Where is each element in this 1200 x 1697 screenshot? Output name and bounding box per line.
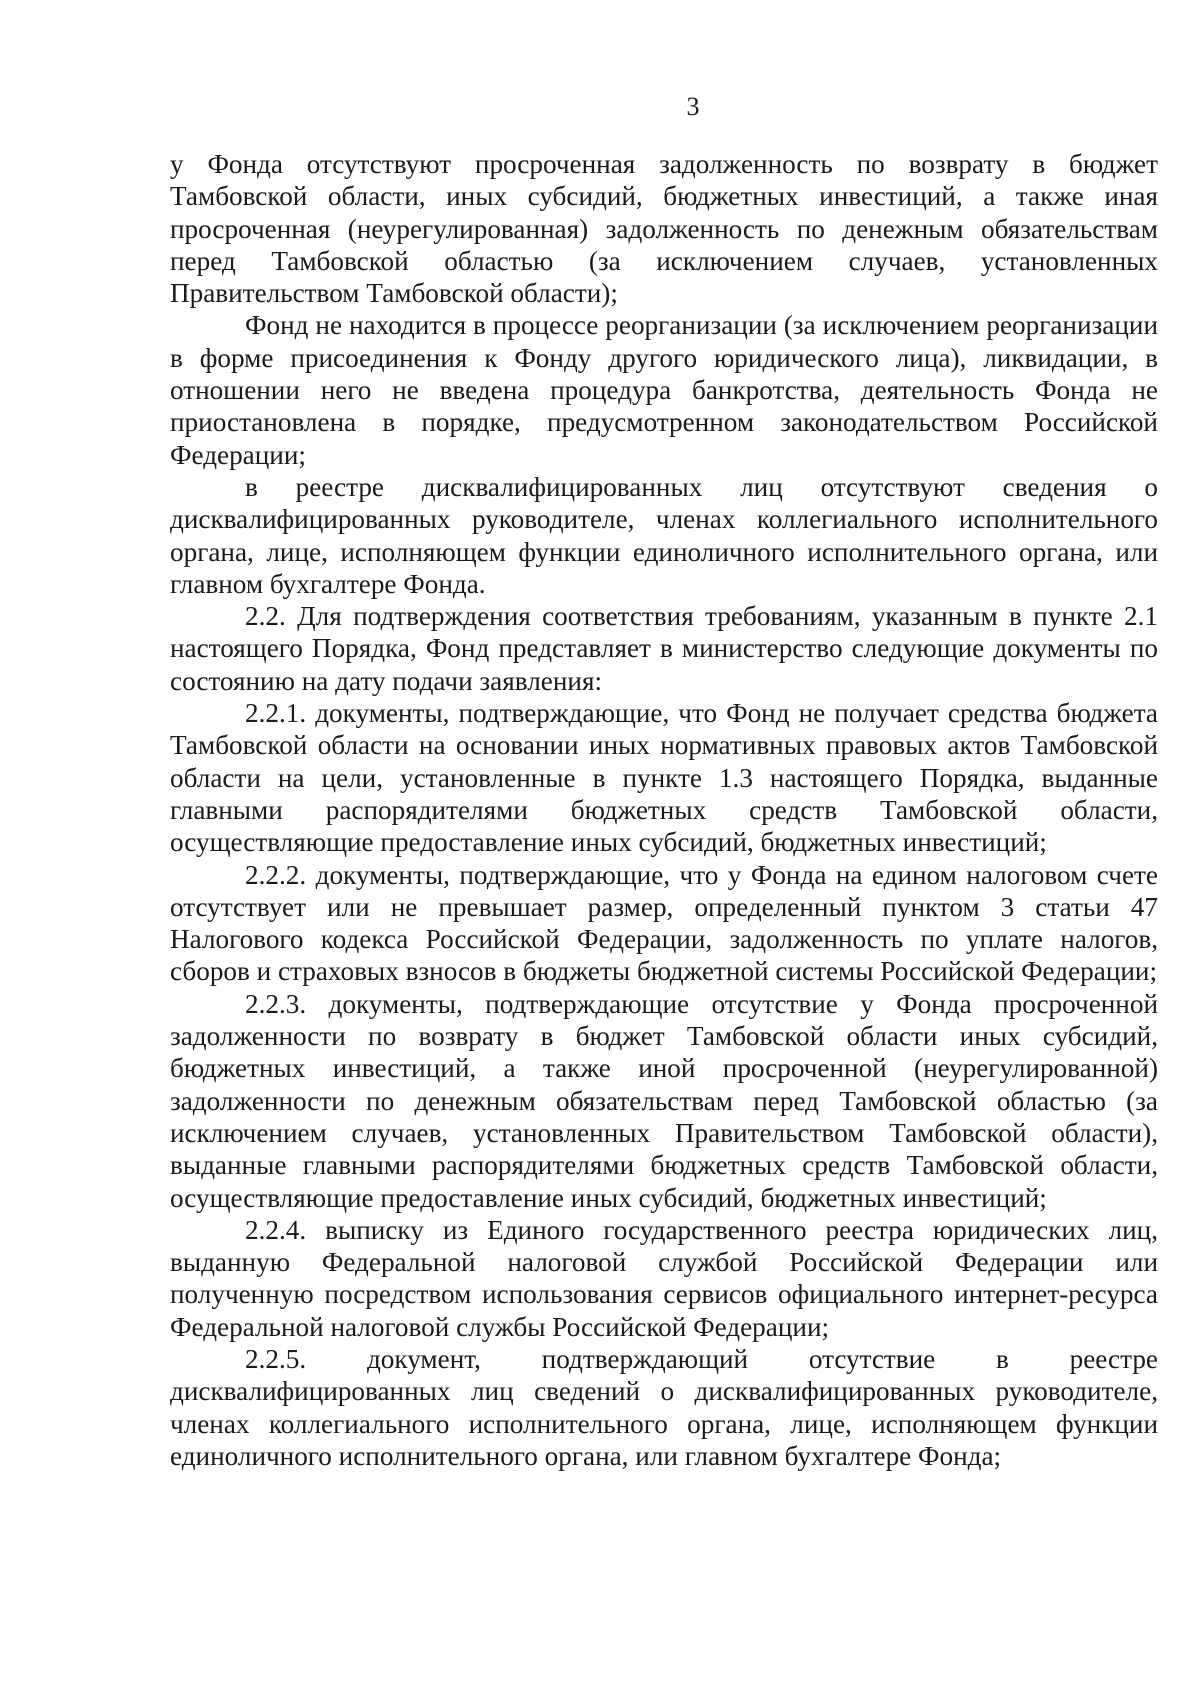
page-number: 3 [686, 92, 700, 121]
paragraph-section-2-2-1: 2.2.1. документы, подтверждающие, что Фонд не получает средства бюджета Тамбовской области на основании иных нормативных правовых актов Тамбовской области на цели, установленные в пункте 1.3 настоящего Порядка, выданные главными распорядителями бюджетных средств Тамбовской области, осуществляющие предоставление иных субсидий, бюджетных инвестиций; [170, 698, 1158, 858]
paragraph-section-2-2-4: 2.2.4. выписку из Единого государственного реестра юридических лиц, выданную Федеральной налоговой службой Российской Федерации или полученную посредством использования сервисов официального интернет-ресурса Федеральной налоговой службы Российской Федерации; [170, 1214, 1158, 1342]
paragraph-no-reorganization: Фонд не находится в процессе реорганизации (за исключением реорганизации в форме присоединения к Фонду другого юридического лица), ликвидации, в отношении него не введена процедура банкротства, деятельность Фонда не приостановлена в порядке, предусмотренном законодательством Российской Федерации; [170, 310, 1158, 470]
paragraph-section-2-2-5: 2.2.5. документ, подтверждающий отсутствие в реестре дисквалифицированных лиц сведений о дисквалифицированных руководителе, членах коллегиального исполнительного органа, лице, исполняющем функции единоличного исполнительного органа, или главном бухгалтере Фонда; [170, 1343, 1158, 1471]
paragraph-fund-no-debt: у Фонда отсутствуют просроченная задолженность по возврату в бюджет Тамбовской области, иных субсидий, бюджетных инвестиций, а также иная просроченная (неурегулированная) задолженность по денежным обязательствам перед Тамбовской областью (за исключением случаев, установленных Правительством Тамбовской области); [170, 149, 1158, 309]
paragraph-section-2-2-3: 2.2.3. документы, подтверждающие отсутствие у Фонда просроченной задолженности по возврату в бюджет Тамбовской области иных субсидий, бюджетных инвестиций, а также иной просроченной (неурегулированной) задолженности по денежным обязательствам перед Тамбовской областью (за исключением случаев, установленных Правительством Тамбовской области), выданные главными распорядителями бюджетных средств Тамбовской области, осуществляющие предоставление иных субсидий, бюджетных инвестиций; [170, 988, 1158, 1213]
paragraph-disqualified-registry: в реестре дисквалифицированных лиц отсутствуют сведения о дисквалифицированных руководителе, членах коллегиального исполнительного органа, лице, исполняющем функции единоличного исполнительного органа, или главном бухгалтере Фонда. [170, 471, 1158, 599]
paragraph-section-2-2-2: 2.2.2. документы, подтверждающие, что у Фонда на едином налоговом счете отсутствует или не превышает размер, определенный пунктом 3 статьи 47 Налогового кодекса Российской Федерации, задолженность по уплате налогов, сборов и страховых взносов в бюджеты бюджетной системы Российской Федерации; [170, 859, 1158, 987]
paragraph-section-2-2: 2.2. Для подтверждения соответствия требованиям, указанным в пункте 2.1 настоящего Порядка, Фонд представляет в министерство следующие документы по состоянию на дату подачи заявления: [170, 601, 1158, 696]
document-body [170, 148, 1158, 1472]
